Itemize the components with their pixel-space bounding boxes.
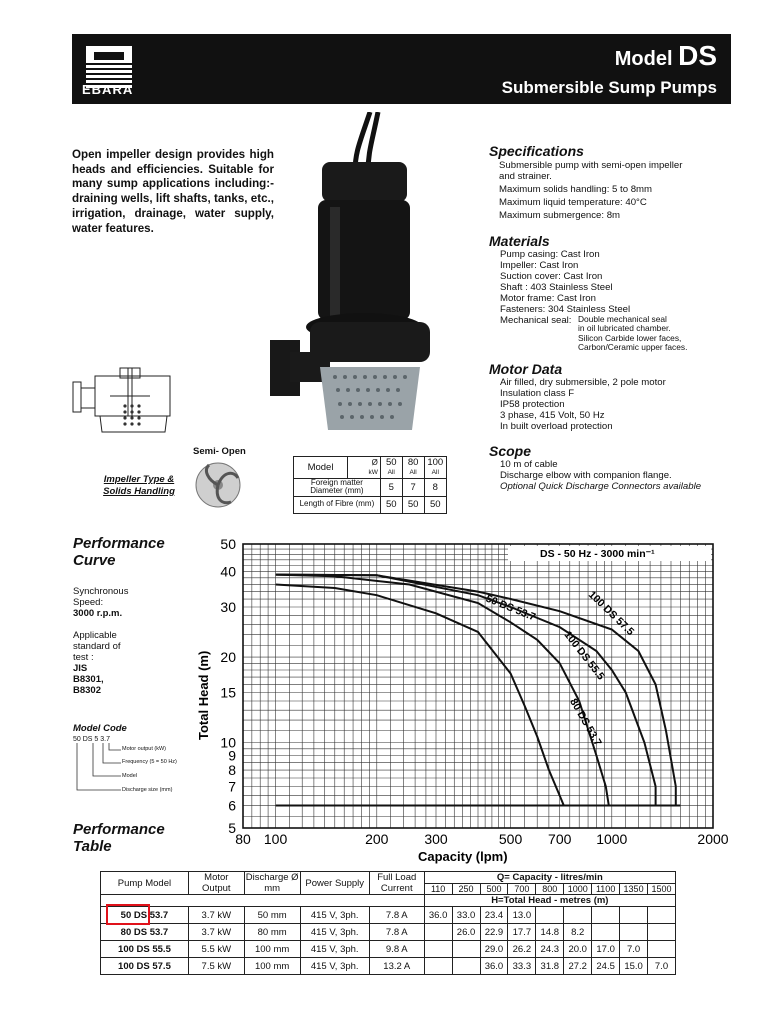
head-cell: 33.3	[508, 958, 536, 975]
motor-title: Motor Data	[489, 361, 563, 377]
head-cell	[424, 924, 452, 941]
fm-100: 8	[424, 478, 446, 496]
x-tick-labels	[235, 831, 729, 847]
series-label: 100 DS 55.5	[561, 628, 607, 683]
supply-cell: 415 V, 3ph.	[300, 907, 369, 924]
y-tick-label: 30	[220, 599, 236, 616]
y-axis-label: Total Head (m)	[196, 650, 211, 740]
standard-label: Applicable standard of test :	[73, 630, 121, 663]
head-cell	[452, 941, 480, 958]
y-tick-label: 10	[220, 734, 236, 751]
fibre-length-label: Length of Fibre (mm)	[294, 496, 381, 513]
chart-title: DS - 50 Hz - 3000 min⁻¹	[540, 548, 655, 560]
current-cell: 9.8 A	[369, 941, 424, 958]
motor-line: 3 phase, 415 Volt, 50 Hz	[500, 410, 605, 421]
all-label-3: All	[424, 468, 446, 478]
size-50: 50	[380, 457, 402, 469]
dia-symbol: Ø	[348, 457, 381, 469]
performance-table-title: Performance Table	[73, 821, 165, 855]
all-label-2: All	[402, 468, 424, 478]
seal-line: Double mechanical seal	[578, 314, 667, 324]
model-cell: 100 DS 55.5	[101, 941, 189, 958]
x-tick-label: 100	[263, 831, 288, 847]
header-bar	[72, 34, 731, 104]
y-tick-label: 15	[220, 684, 236, 701]
highlight-box	[106, 904, 150, 925]
materials-list	[500, 249, 630, 315]
head-cell: 24.5	[592, 958, 620, 975]
model-name: DS	[678, 40, 717, 71]
model-prefix: Model	[614, 48, 673, 70]
impeller-icon	[193, 460, 243, 510]
table-row	[101, 924, 676, 941]
supply-cell: 415 V, 3ph.	[300, 924, 369, 941]
model-cell: 50 DS 53.7	[101, 907, 189, 924]
size-80: 80	[402, 457, 424, 469]
model-title	[615, 40, 717, 72]
head-cell: 31.8	[536, 958, 564, 975]
motor-line: Air filled, dry submersible, 2 pole motor	[500, 377, 666, 388]
size-100: 100	[424, 457, 446, 469]
scope-title: Scope	[489, 443, 532, 459]
performance-table	[100, 871, 676, 975]
motor-line: Insulation class F	[500, 388, 575, 399]
material-line: Suction cover: Cast Iron	[500, 271, 603, 282]
speed-value: 3000 r.p.m.	[73, 608, 123, 619]
material-line: Impeller: Cast Iron	[500, 260, 579, 271]
x-tick-label: 1000	[596, 831, 628, 847]
head-cell: 22.9	[480, 924, 508, 941]
table-row	[101, 941, 676, 958]
scope-list	[500, 459, 701, 492]
series-line	[276, 575, 676, 787]
performance-chart	[190, 530, 730, 870]
output-cell: 3.7 kW	[188, 907, 244, 924]
hdr-discharge: Discharge Ø mm	[245, 872, 299, 894]
y-tick-labels	[220, 536, 236, 836]
material-line: Shaft : 403 Stainless Steel	[500, 282, 613, 293]
head-cell: 26.0	[452, 924, 480, 941]
specifications-list	[499, 160, 682, 221]
standard-value: JIS B8301, B8302	[73, 663, 104, 696]
head-cell	[452, 958, 480, 975]
head-cell: 8.2	[564, 924, 592, 941]
all-label-1: All	[380, 468, 402, 478]
x-axis-label: Capacity (lpm)	[418, 849, 508, 864]
capacity-cell: 500	[480, 884, 508, 895]
head-cell	[648, 924, 676, 941]
head-cell: 26.2	[508, 941, 536, 958]
y-tick-label: 8	[228, 762, 236, 779]
capacity-cell: 1350	[620, 884, 648, 895]
head-cell: 36.0	[424, 907, 452, 924]
current-cell: 7.8 A	[369, 907, 424, 924]
seal-line: Carbon/Ceramic upper faces.	[578, 342, 688, 353]
fibre-model-label: Model	[294, 457, 348, 479]
head-cell: 15.0	[620, 958, 648, 975]
discharge-cell: 50 mm	[244, 907, 300, 924]
hdr-motor-output: Motor Output	[188, 872, 244, 895]
x-tick-label: 500	[498, 831, 523, 847]
spec-line: Maximum submergence: 8m	[499, 210, 621, 221]
hdr-full-load: Full Load Current	[369, 872, 424, 895]
capacity-cell: 110	[424, 884, 452, 895]
hdr-pump-model: Pump Model	[101, 872, 189, 895]
fl-80: 50	[402, 496, 424, 513]
head-cell: 24.3	[536, 941, 564, 958]
model-cell: 100 DS 57.5	[101, 958, 189, 975]
fm-80: 7	[402, 478, 424, 496]
head-cell: 17.7	[508, 924, 536, 941]
head-cell	[424, 958, 452, 975]
seal-line: Silicon Carbide lower faces,	[578, 332, 682, 343]
head-cell	[648, 907, 676, 924]
head-cell: 14.8	[536, 924, 564, 941]
scope-optional: Optional Quick Discharge Connectors available	[500, 481, 702, 492]
x-tick-label: 80	[235, 831, 251, 847]
head-cell	[592, 924, 620, 941]
capacity-cell: 250	[452, 884, 480, 895]
model-code-part: Discharge size (mm)	[122, 787, 173, 793]
fibre-table	[293, 456, 447, 514]
kw-label: kW	[348, 468, 381, 478]
model-code-part: Frequency (5 = 50 Hz)	[122, 759, 177, 765]
series-label: 50 DS 53.7	[484, 592, 538, 624]
y-tick-label: 20	[220, 649, 236, 666]
impeller-type-label: Semi- Open	[193, 446, 246, 457]
head-cell: 20.0	[564, 941, 592, 958]
spec-line: Submersible pump with semi-open impeller	[499, 160, 683, 171]
head-cell: 36.0	[480, 958, 508, 975]
pump-photo	[260, 112, 460, 442]
output-cell: 5.5 kW	[188, 941, 244, 958]
brand-name: EBARA	[82, 82, 134, 97]
model-code-part: Motor output (kW)	[122, 746, 167, 752]
head-cell: 7.0	[620, 941, 648, 958]
capacity-cell: 1000	[564, 884, 592, 895]
head-cell: 13.0	[508, 907, 536, 924]
motor-line: IP58 protection	[500, 399, 565, 410]
head-cell	[592, 907, 620, 924]
hdr-capacity: Q= Capacity - litres/min	[424, 872, 675, 884]
hdr-power-supply: Power Supply	[300, 872, 369, 895]
model-code-lines	[73, 743, 123, 798]
x-tick-label: 2000	[697, 831, 729, 847]
mechanical-seal-label: Mechanical seal:	[500, 315, 572, 326]
table-row	[101, 958, 676, 975]
supply-cell: 415 V, 3ph.	[300, 941, 369, 958]
head-cell	[536, 907, 564, 924]
table-row	[101, 907, 676, 924]
materials-title: Materials	[489, 233, 550, 249]
y-tick-label: 50	[220, 536, 236, 552]
current-cell: 13.2 A	[369, 958, 424, 975]
discharge-cell: 100 mm	[244, 958, 300, 975]
y-tick-label: 9	[228, 747, 236, 764]
performance-curve-title: Performance Curve	[73, 535, 165, 569]
speed-label: Synchronous Speed:	[73, 586, 129, 608]
y-tick-label: 40	[220, 563, 236, 580]
material-line: Motor frame: Cast Iron	[500, 293, 596, 304]
hdr-head: H=Total Head - metres (m)	[424, 895, 675, 907]
impeller-caption: Impeller Type & Solids Handling	[103, 474, 175, 497]
series-label: 100 DS 57.5	[585, 588, 637, 638]
head-cell	[620, 907, 648, 924]
discharge-cell: 100 mm	[244, 941, 300, 958]
spec-line: Maximum solids handling: 5 to 8mm	[499, 184, 653, 195]
series-line	[276, 575, 609, 806]
subtitle: Submersible Sump Pumps	[501, 78, 717, 97]
scope-line: 10 m of cable	[500, 459, 558, 470]
head-cell	[620, 924, 648, 941]
seal-line: in oil lubricated chamber.	[578, 323, 671, 334]
spec-line: Maximum liquid temperature: 40°C	[499, 197, 647, 208]
motor-list	[500, 377, 666, 432]
x-tick-label: 300	[424, 831, 448, 847]
foreign-matter-label: Foreign matter Diameter (mm)	[294, 478, 381, 496]
head-cell	[564, 907, 592, 924]
head-cell: 33.0	[452, 907, 480, 924]
spec-line: and strainer.	[499, 171, 552, 182]
model-cell: 80 DS 53.7	[101, 924, 189, 941]
pump-section-diagram	[70, 366, 185, 438]
head-cell: 17.0	[592, 941, 620, 958]
head-cell	[648, 941, 676, 958]
intro-text: Open impeller design provides high heads and efficiencies. Suitable for many sump applications including:- draining wells, lift shafts, tanks, etc., irrigation, drainage, water supply, water features.	[72, 148, 274, 235]
capacity-cell: 1100	[592, 884, 620, 895]
capacity-cell: 1500	[648, 884, 676, 895]
current-cell: 7.8 A	[369, 924, 424, 941]
model-code-title: Model Code	[73, 723, 127, 734]
performance-rows	[101, 907, 676, 975]
fm-50: 5	[380, 478, 402, 496]
x-tick-label: 700	[548, 831, 572, 847]
fl-50: 50	[380, 496, 402, 513]
motor-line: In built overload protection	[500, 421, 613, 432]
y-tick-label: 7	[228, 778, 236, 795]
model-code-example: 50 DS 5 3.7	[73, 736, 110, 743]
x-tick-label: 200	[365, 831, 389, 847]
head-cell: 27.2	[564, 958, 592, 975]
y-tick-label: 6	[228, 797, 236, 814]
material-line: Pump casing: Cast Iron	[500, 249, 600, 260]
supply-cell: 415 V, 3ph.	[300, 958, 369, 975]
series-label: 80 DS 53.7	[567, 696, 604, 749]
discharge-cell: 80 mm	[244, 924, 300, 941]
capacity-cell: 700	[508, 884, 536, 895]
specifications-title: Specifications	[489, 143, 584, 159]
head-cell: 23.4	[480, 907, 508, 924]
model-code-part: Model	[122, 773, 137, 779]
output-cell: 7.5 kW	[188, 958, 244, 975]
capacity-cell: 800	[536, 884, 564, 895]
head-cell	[424, 941, 452, 958]
scope-line: Discharge elbow with companion flange.	[500, 470, 672, 481]
mechanical-seal-details	[578, 315, 687, 353]
fl-100: 50	[424, 496, 446, 513]
output-cell: 3.7 kW	[188, 924, 244, 941]
material-line: Fasteners: 304 Stainless Steel	[500, 304, 631, 315]
head-cell: 29.0	[480, 941, 508, 958]
head-cell: 7.0	[648, 958, 676, 975]
y-tick-label: 5	[228, 820, 236, 836]
